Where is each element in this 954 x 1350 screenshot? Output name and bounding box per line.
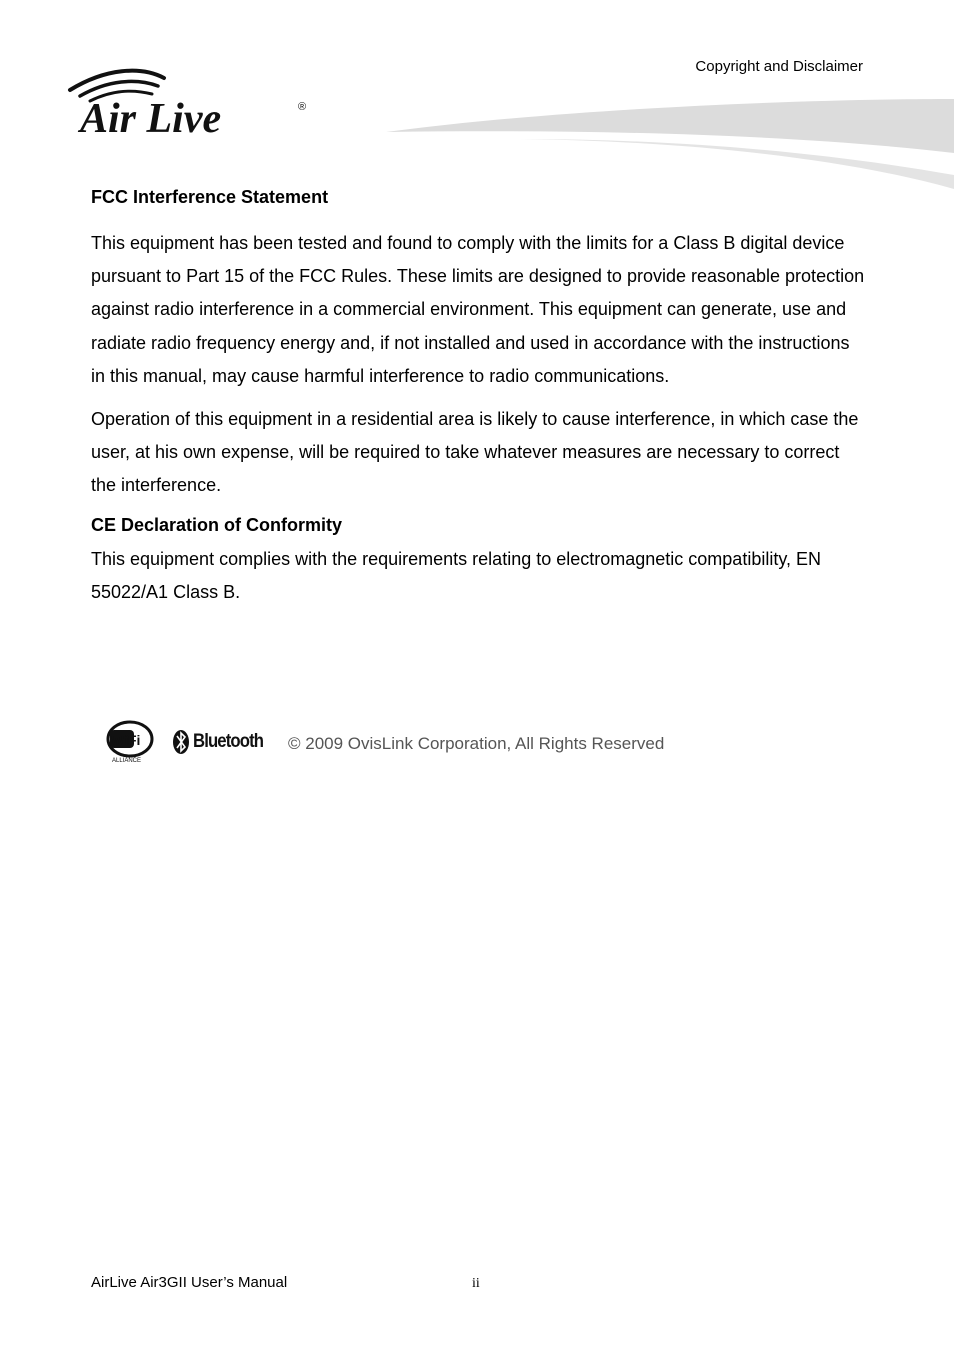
fcc-heading: FCC Interference Statement [91,187,329,207]
wifi-alliance-icon [108,722,152,764]
copyright-notice: © 2009 OvisLink Corporation, All Rights Reserved [288,734,665,753]
bluetooth-icon [173,730,189,754]
section-title: Copyright and Disclaimer [695,58,863,75]
main-content [91,184,866,609]
header-swoosh-decoration [380,95,954,195]
bluetooth-logo-text: Bluetooth [193,731,264,752]
ce-heading: CE Declaration of Conformity [91,514,343,535]
logo-text: Air Live [80,96,222,138]
page-number: ii [472,1276,480,1291]
logo-trademark: ® [298,101,307,113]
ce-paragraph: This equipment complies with the requirements relating to electromagnetic compatibility, EN 55022/A1 Class B. [91,548,821,602]
manual-title: AirLive Air3GII User’s Manual [91,1274,288,1291]
fcc-paragraph-2: Operation of this equipment in a residential area is likely to cause interference, in which case the user, at his own expense, will be required to take whatever measures are necessary to correct the interference. [91,409,859,496]
fcc-paragraph-1: This equipment has been tested and found to comply with the limits for a Class B digital device pursuant to Part 15 of the FCC Rules. These limits are designed to provide reasonable protection against radio interference in a commercial environment. This equipment can generate, use and radiate radio frequency energy and, if not installed and used in accordance with the instructions in this manual, may cause harmful interference to radio communications. [91,233,865,386]
wifi-logo-text: WiFi [111,732,141,748]
wifi-alliance-text: ALLIANCE [112,758,142,764]
airlive-logo [66,66,316,138]
